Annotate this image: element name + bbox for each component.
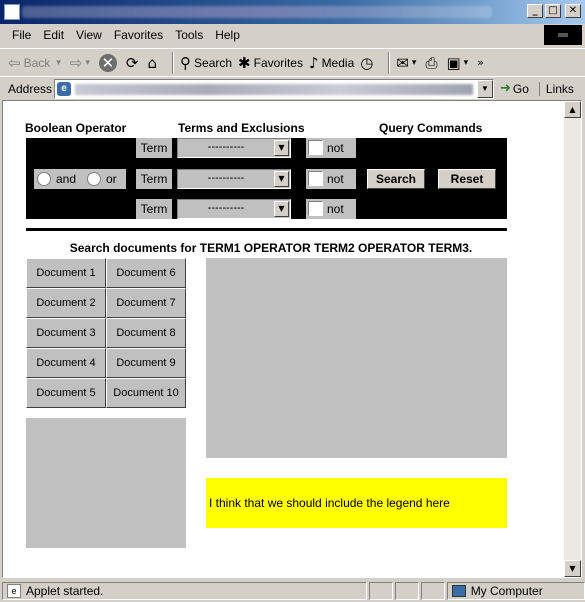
mail-button[interactable] <box>396 51 419 75</box>
and-label: and <box>56 172 77 186</box>
chevron-right-icon: » <box>477 56 484 69</box>
menu-favorites[interactable]: Favorites <box>113 28 164 42</box>
query-commands-heading: Query Commands <box>379 121 483 135</box>
vertical-scrollbar[interactable] <box>564 101 581 577</box>
address-dropdown-button[interactable]: ▼ <box>477 80 493 98</box>
forward-button[interactable] <box>70 51 93 75</box>
not-toggle-3 <box>306 199 356 219</box>
menu-edit[interactable]: Edit <box>43 28 65 42</box>
back-button[interactable] <box>8 51 64 75</box>
document-button-9[interactable]: Document 9 <box>106 348 186 378</box>
address-bar <box>0 76 585 100</box>
history-button[interactable] <box>360 51 376 75</box>
document-button-5[interactable]: Document 5 <box>26 378 106 408</box>
home-button[interactable] <box>147 51 160 75</box>
address-value-redacted <box>75 84 473 95</box>
favorites-label: Favorites <box>253 55 303 70</box>
menu-file[interactable]: File <box>12 28 32 42</box>
not-toggle-2 <box>306 169 356 189</box>
term-select-1[interactable] <box>177 138 291 158</box>
favorites-star-icon: ✱ <box>238 53 251 72</box>
document-button-2[interactable]: Document 2 <box>26 288 106 318</box>
toolbar-separator <box>388 52 390 74</box>
term-label-1: Term <box>136 138 172 158</box>
media-button[interactable] <box>309 51 354 75</box>
not-checkbox-2[interactable] <box>308 171 323 186</box>
scroll-down-button[interactable]: ▼ <box>564 560 581 577</box>
mail-icon: ✉ <box>396 53 409 72</box>
or-radio[interactable] <box>87 172 101 186</box>
security-zone <box>447 582 585 600</box>
dropdown-arrow-icon: ▾ <box>85 57 90 68</box>
print-button[interactable] <box>425 51 440 75</box>
document-button-3[interactable]: Document 3 <box>26 318 106 348</box>
search-label: Search <box>194 55 233 70</box>
document-button-6[interactable]: Document 6 <box>106 258 186 288</box>
not-checkbox-1[interactable] <box>308 140 323 155</box>
search-applet <box>3 101 563 577</box>
chevron-down-icon: ▼ <box>274 171 289 187</box>
not-toggle-1 <box>306 138 356 158</box>
menu-help[interactable]: Help <box>215 28 240 42</box>
my-computer-icon <box>452 585 466 597</box>
forward-arrow-icon: ⇨ <box>69 53 83 72</box>
applet-status-icon: e <box>7 584 21 598</box>
not-label-3: not <box>327 202 344 216</box>
toolbar-chevron-button[interactable] <box>477 51 487 75</box>
edit-icon: ▣ <box>446 53 461 72</box>
go-button[interactable] <box>500 81 529 96</box>
maximize-button[interactable]: □ <box>545 4 561 18</box>
query-panel <box>26 138 507 219</box>
results-display-panel <box>206 258 507 458</box>
history-icon: ◷ <box>360 53 374 72</box>
term-label-3: Term <box>136 199 172 219</box>
term-label-2: Term <box>136 169 172 189</box>
refresh-button[interactable] <box>126 51 142 75</box>
go-arrow-icon: ➜ <box>500 81 511 96</box>
address-label: Address <box>8 81 53 96</box>
toolbar <box>0 48 585 76</box>
zone-label: My Computer <box>470 583 543 598</box>
or-label: or <box>106 172 117 186</box>
minimize-button[interactable]: _ <box>527 4 543 18</box>
not-label-2: not <box>327 172 344 186</box>
menu-view[interactable]: View <box>76 28 102 42</box>
boolean-operator-heading: Boolean Operator <box>25 121 127 135</box>
toolbar-separator <box>172 52 174 74</box>
window-title-redacted <box>22 6 492 18</box>
page-icon: e <box>57 82 71 96</box>
document-button-10[interactable]: Document 10 <box>106 378 186 408</box>
operator-radio-group <box>34 169 126 189</box>
not-checkbox-3[interactable] <box>308 201 323 216</box>
status-cell-progress <box>369 582 393 600</box>
document-button-8[interactable]: Document 8 <box>106 318 186 348</box>
menu-tools[interactable]: Tools <box>175 28 204 42</box>
term-select-3[interactable] <box>177 199 291 219</box>
stop-button[interactable] <box>99 51 120 75</box>
page-viewport <box>2 100 582 578</box>
not-label-1: not <box>327 141 344 155</box>
status-bar <box>0 579 585 602</box>
home-icon: ⌂ <box>147 53 158 72</box>
ie-app-icon <box>4 4 20 20</box>
status-cell-privacy <box>421 582 445 600</box>
links-button[interactable]: Links <box>539 82 574 96</box>
chevron-down-icon: ▼ <box>274 201 289 217</box>
term-select-2-value: ---------- <box>207 172 245 184</box>
section-divider <box>26 228 507 231</box>
search-instructions: Search documents for TERM1 OPERATOR TERM2 OPERATOR TERM3. <box>69 241 473 255</box>
title-bar <box>0 0 585 24</box>
back-arrow-icon: ⇦ <box>8 53 21 72</box>
document-preview-panel <box>26 418 186 548</box>
reset-button[interactable]: Reset <box>438 169 496 189</box>
close-button[interactable]: ✕ <box>565 4 581 18</box>
term-select-1-value: ---------- <box>207 141 245 153</box>
media-label: Media <box>321 55 355 70</box>
ie-throbber <box>544 25 582 45</box>
legend-panel: I think that we should include the legend here <box>206 478 507 528</box>
edit-button[interactable] <box>446 51 471 75</box>
status-cell-security <box>395 582 419 600</box>
document-button-4[interactable]: Document 4 <box>26 348 106 378</box>
search-button[interactable] <box>180 51 232 75</box>
favorites-button[interactable] <box>238 51 303 75</box>
document-button-7[interactable]: Document 7 <box>106 288 186 318</box>
dropdown-arrow-icon: ▾ <box>411 57 417 68</box>
term-select-2[interactable] <box>177 169 291 189</box>
dropdown-arrow-icon: ▾ <box>463 57 469 68</box>
term-select-3-value: ---------- <box>207 202 245 214</box>
status-text: Applet started. <box>26 583 104 598</box>
stop-icon: ✕ <box>99 54 117 72</box>
search-query-button[interactable]: Search <box>367 169 425 189</box>
back-label: Back <box>23 55 51 70</box>
menu-bar <box>0 24 585 46</box>
print-icon: ⎙ <box>425 53 438 72</box>
terms-exclusions-heading: Terms and Exclusions <box>178 121 305 135</box>
status-message <box>2 582 367 600</box>
scroll-up-button[interactable]: ▲ <box>564 101 581 118</box>
address-input[interactable] <box>54 79 494 99</box>
chevron-down-icon: ▼ <box>274 140 289 156</box>
go-label: Go <box>512 81 529 96</box>
media-icon: ♪ <box>308 53 319 72</box>
document-button-1[interactable]: Document 1 <box>26 258 106 288</box>
refresh-icon: ⟳ <box>125 53 139 72</box>
dropdown-arrow-icon: ▾ <box>56 57 61 68</box>
search-icon: ⚲ <box>180 53 192 72</box>
and-radio[interactable] <box>37 172 51 186</box>
